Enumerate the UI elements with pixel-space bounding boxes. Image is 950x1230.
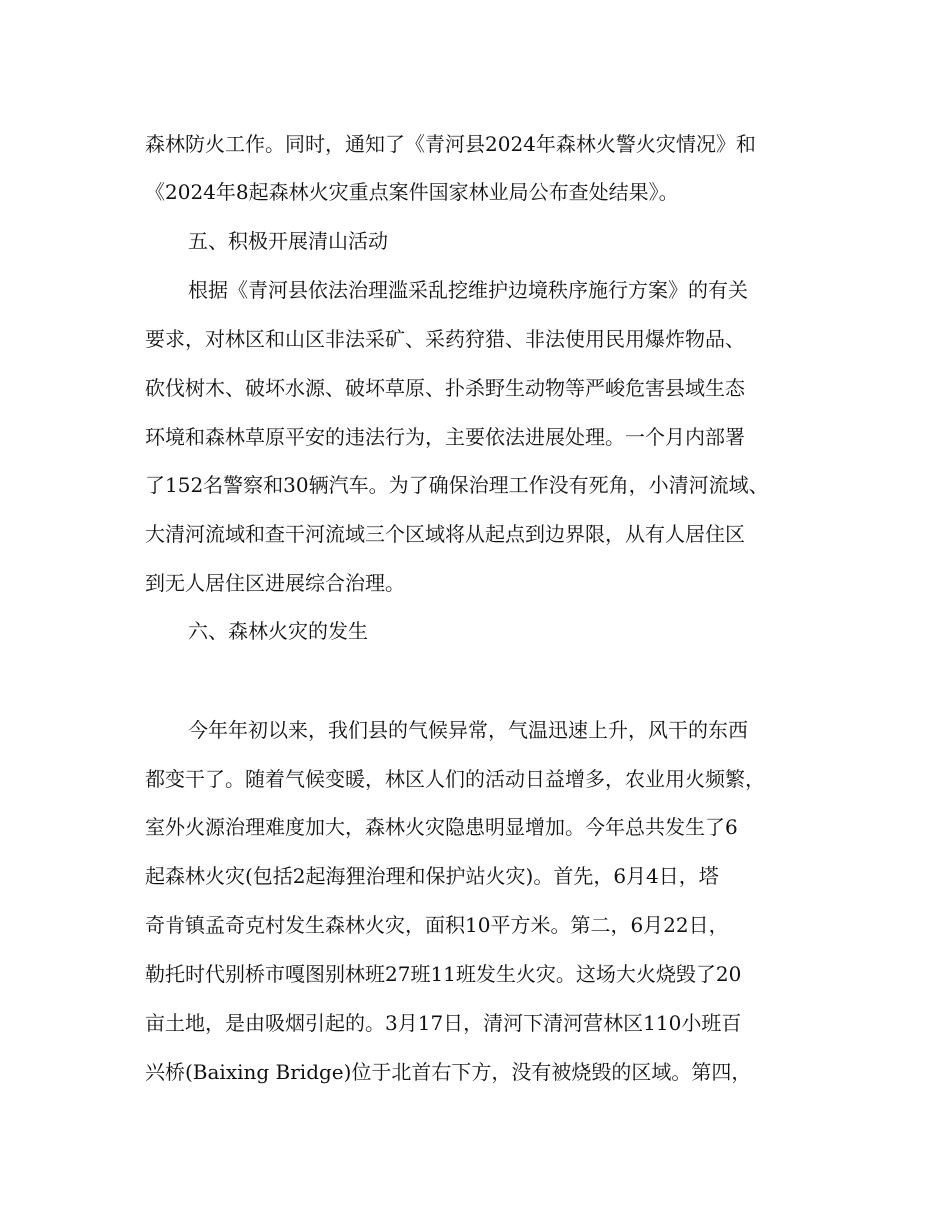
paragraph-line: 要求，对林区和山区非法采矿、采药狩猎、非法使用民用爆炸物品、 <box>145 327 745 351</box>
paragraph-line: 勒托时代别桥市嘎图别林班27班11班发生火灾。这场大火烧毁了20 <box>145 962 742 986</box>
paragraph-line: 根据《青河县依法治理滥采乱挖维护边境秩序施行方案》的有关 <box>188 278 748 302</box>
paragraph-line: 兴桥(Baixing Bridge)位于北首右下方，没有被烧毁的区域。第四， <box>145 1060 752 1084</box>
paragraph-line: 奇肯镇孟奇克村发生森林火灾，面积10平方米。第二，6月22日， <box>145 913 729 937</box>
paragraph-line: 到无人居住区进展综合治理。 <box>145 571 405 595</box>
paragraph-line: 今年年初以来，我们县的气候异常，气温迅速上升，风干的东西 <box>188 718 748 742</box>
paragraph-line: 室外火源治理难度加大，森林火灾隐患明显增加。今年总共发生了6 <box>145 815 738 839</box>
section-heading: 五、积极开展清山活动 <box>188 229 388 253</box>
paragraph-line: 《2024年8起森林火灾重点案件国家林业局公布查处结果》。 <box>145 180 679 204</box>
paragraph-line: 起森林火灾(包括2起海狸治理和保护站火灾)。首先，6月4日，塔 <box>145 864 719 888</box>
paragraph-line: 砍伐树木、破坏水源、破坏草原、扑杀野生动物等严峻危害县域生态 <box>145 376 745 400</box>
paragraph-line: 了152名警察和30辆汽车。为了确保治理工作没有死角，小清河流域、 <box>145 473 769 497</box>
paragraph-line: 都变干了。随着气候变暖，林区人们的活动日益增多，农业用火频繁， <box>145 767 765 791</box>
paragraph-line: 亩土地，是由吸烟引起的。3月17日，清河下清河营林区110小班百 <box>145 1011 742 1035</box>
paragraph-line: 森林防火工作。同时，通知了《青河县2024年森林火警火灾情况》和 <box>145 132 756 156</box>
section-heading: 六、森林火灾的发生 <box>188 619 368 643</box>
paragraph-line: 大清河流域和查干河流域三个区域将从起点到边界限，从有人居住区 <box>145 522 745 546</box>
paragraph-line: 环境和森林草原平安的违法行为，主要依法进展处理。一个月内部署 <box>145 425 745 449</box>
